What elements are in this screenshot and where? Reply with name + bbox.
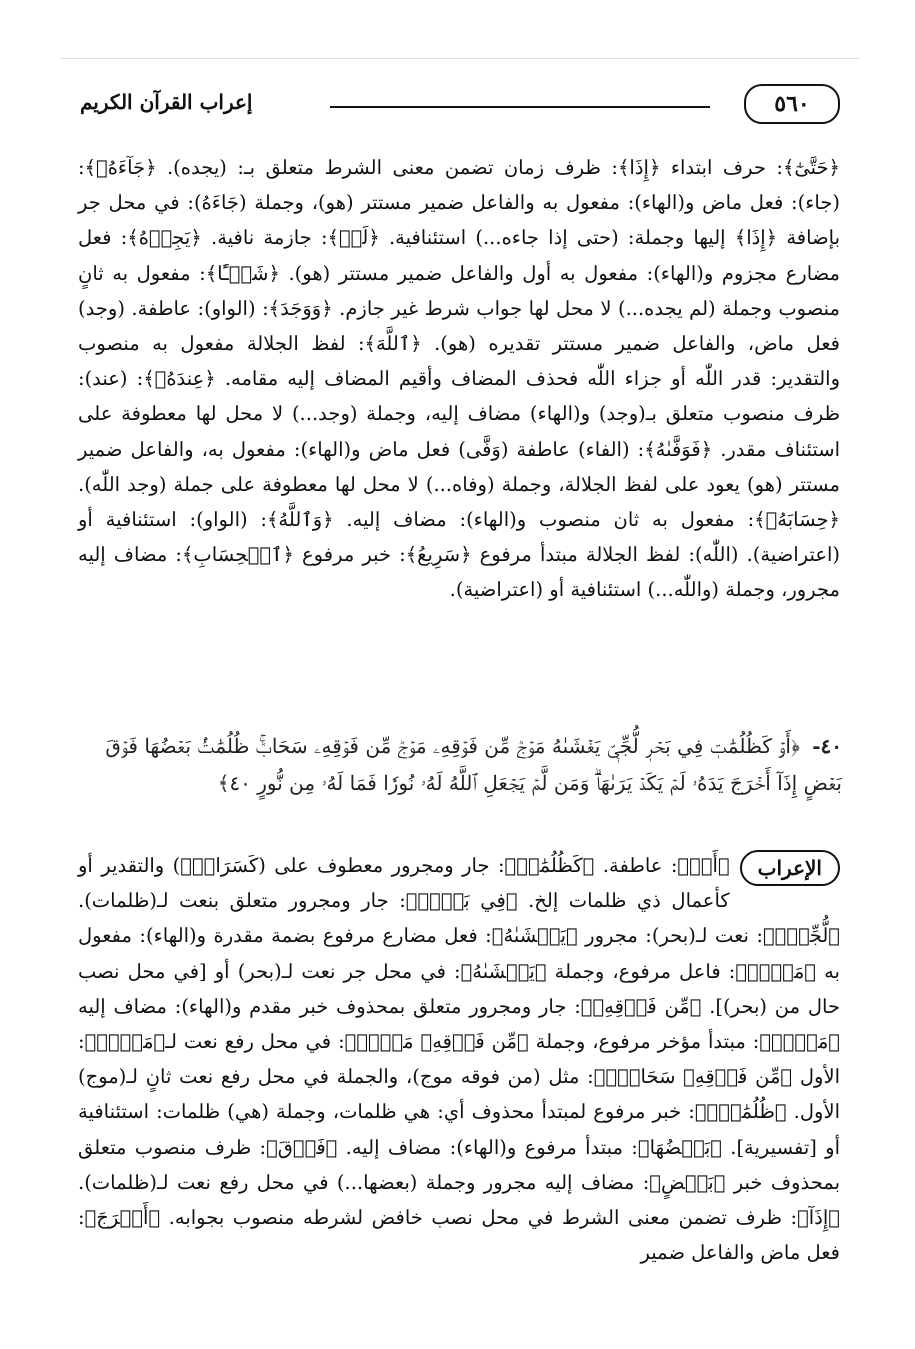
scan-artifact-line (60, 58, 860, 59)
verse-number: ٤٠- (812, 734, 842, 758)
commentary-paragraph-2 (78, 848, 840, 1270)
header-rule (330, 106, 710, 108)
irab-label: الإعراب (740, 850, 840, 886)
verse-text: ﴿أَوۡ كَظُلُمَٰتٖ فِي بَحۡرٖ لُّجِّيّٖ يَغۡشَىٰهُ مَوۡجٞ مِّن فَوۡقِهِۦ مَوۡجٞ مِّن فَوۡقِهِۦ سَحَابٞۚ ظُلُمَٰتُۢ بَعۡضُهَا فَوۡقَ بَعۡضٍ إِذَآ أَخۡرَجَ يَدَهُۥ لَمۡ يَكَدۡ يَرَىٰهَاۗ وَمَن لَّمۡ يَجۡعَلِ ٱللَّهُ لَهُۥ نُورٗا فَمَا لَهُۥ مِن نُّورٍ ٤٠﴾ (105, 734, 842, 795)
quran-verse (82, 728, 842, 802)
book-title: إعراب القرآن الكريم (80, 90, 253, 114)
page-number: ٥٦٠ (744, 84, 840, 124)
commentary-paragraph-1: ﴿حَتَّىٰٓ﴾: حرف ابتداء ﴿إِذَا﴾: ظرف زمان تضمن معنى الشرط متعلق بـ: (يجده). ﴿جَآءَهُۥ﴾: (جاء): فعل ماض و(الهاء): مفعول به والفاعل ضمير مستتر (هو)، وجملة (جَاءَهُ): في محل جر بإضافة ﴿إِذَا﴾ إليها وجملة: (حتى إذا جاءه...) استئنافية. ﴿لَمۡ﴾: جازمة نافية. ﴿يَجِدۡهُ﴾: فعل مضارع مجزوم و(الهاء): مفعول به أول والفاعل ضمير مستتر (هو). ﴿شَيۡـًٔا﴾: مفعول به ثانٍ منصوب وجملة (لم يجده...) لا محل لها جواب شرط غير جازم. ﴿وَوَجَدَ﴾: (الواو): عاطفة. (وجد) فعل ماض، والفاعل ضمير مستتر تقديره (هو). ﴿ٱللَّهَ﴾: لفظ الجلالة مفعول به منصوب والتقدير: قدر اللّٰه أو جزاء اللّٰه فحذف المضاف وأقيم المضاف إليه مقامه. ﴿عِندَهُۥ﴾: (عند): ظرف منصوب متعلق بـ(وجد) و(الهاء) مضاف إليه، وجملة (وجد...) لا محل لها معطوفة على استئناف مقدر. ﴿فَوَفَّىٰهُ﴾: (الفاء) عاطفة (وَفَّى) فعل ماض و(الهاء): مفعول به، والفاعل ضمير مستتر (هو) يعود على لفظ الجلالة، وجملة (وفاه...) لا محل لها معطوفة على جملة (وجد اللّٰه). ﴿حِسَابَهُۥ﴾: مفعول به ثان منصوب و(الهاء): مضاف إليه. ﴿وَٱللَّهُ﴾: (الواو): استئنافية أو (اعتراضية). (اللّٰه): لفظ الجلالة مبتدأ مرفوع ﴿سَرِيعُ﴾: خبر مرفوع ﴿ٱلۡحِسَابِ﴾: مضاف إليه مجرور، وجملة (واللّٰه...) استئنافية أو (اعتراضية). (78, 156, 840, 602)
page-header (80, 82, 840, 130)
irab-text: ﴿أَوۡ﴾: عاطفة. ﴿كَظُلُمَٰتٖ﴾: جار ومجرور معطوف على (كَسَرَابِۭ) والتقدير أو كأعمال ذي ظلمات إلخ. ﴿فِي بَحۡرٖ﴾: جار ومجرور متعلق بنعت لـ(ظلمات). ﴿لُّجِّيّٖ﴾: نعت لـ(بحر): مجرور ﴿يَغۡشَىٰهُ﴾: فعل مضارع مرفوع بضمة مقدرة و(الهاء): مفعول به ﴿مَوۡجٞ﴾: فاعل مرفوع، وجملة ﴿يَغۡشَىٰهُ﴾: في محل جر نعت لـ(بحر) أو [في محل نصب حال من (بحر)]. ﴿مِّن فَوۡقِهِۦ﴾: جار ومجرور متعلق بمحذوف خبر مقدم و(الهاء): مضاف إليه ﴿مَوۡجٞ﴾: مبتدأ مؤخر مرفوع، وجملة ﴿مِّن فَوۡقِهِۦ مَوۡجٞ﴾: في محل رفع نعت لـ﴿مَوۡجٞ﴾: الأول ﴿مِّن فَوۡقِهِۦ سَحَابٞۚ﴾: مثل (من فوقه موج)، والجملة في محل رفع نعت ثانٍ لـ(موج) الأول. ﴿ظُلُمَٰتُۢ﴾: خبر مرفوع لمبتدأ محذوف أي: هي ظلمات، وجملة (هي) ظلمات: استئنافية أو [تفسيرية]. ﴿بَعۡضُهَا﴾: مبتدأ مرفوع و(الهاء): مضاف إليه. ﴿فَوۡقَ﴾: ظرف منصوب متعلق بمحذوف خبر ﴿بَعۡضٍ﴾: مضاف إليه مجرور وجملة (بعضها...) في محل رفع نعت لـ(ظلمات). ﴿إِذَآ﴾: ظرف تضمن معنى الشرط في محل نصب خافض لشرطه منصوب بجوابه. ﴿أَخۡرَجَ﴾: فعل ماض والفاعل ضمير (78, 854, 840, 1265)
